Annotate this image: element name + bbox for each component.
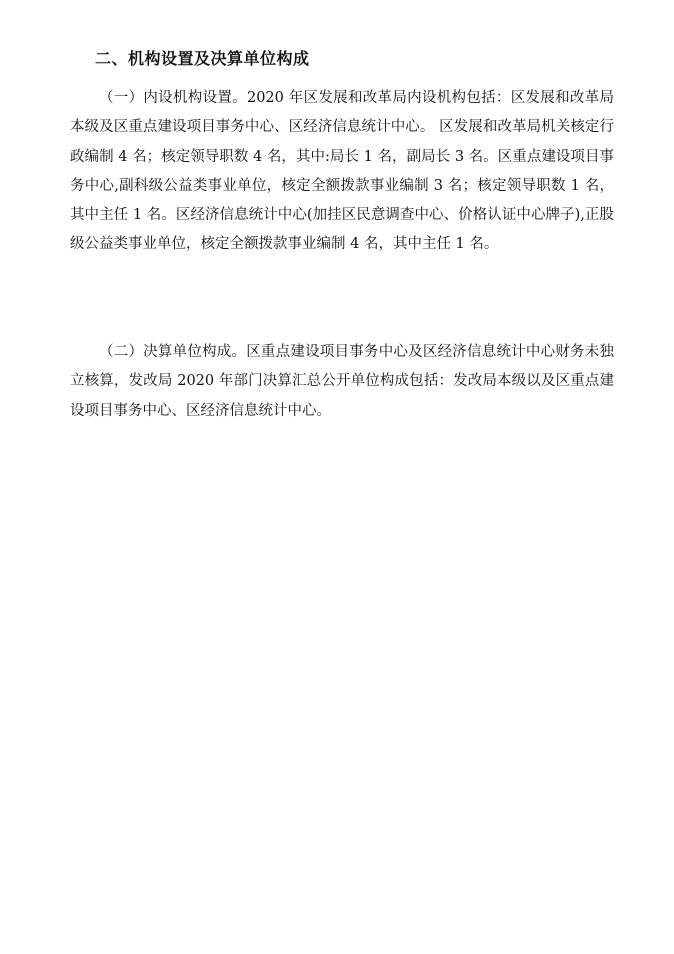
- section-heading: 二、机构设置及决算单位构成: [95, 49, 310, 68]
- paragraph-internal-structure: （一）内设机构设置。2020 年区发展和改革局内设机构包括：区发展和改革局本级及区重点建设项目事务中心、区经济信息统计中心。 区发展和改革局机关核定行政编制 4 名；核定领导职数 4 名，其中:局长 1 名，副局长 3 名。区重点建设项目事务中心,副科级公益类事业单位，核定全额拨款事业编制 3 名；核定领导职数 1 名，其中主任 1 名。区经济信息统计中心(加挂区民意调查中心、价格认证中心牌子),正股级公益类事业单位，核定全额拨款事业编制 4 名，其中主任 1 名。: [70, 90, 614, 253]
- paragraph-reporting-units: （二）决算单位构成。区重点建设项目事务中心及区经济信息统计中心财务未独立核算，发改局 2020 年部门决算汇总公开单位构成包括：发改局本级以及区重点建设项目事务中心、区经济信息统计中心。: [70, 344, 614, 419]
